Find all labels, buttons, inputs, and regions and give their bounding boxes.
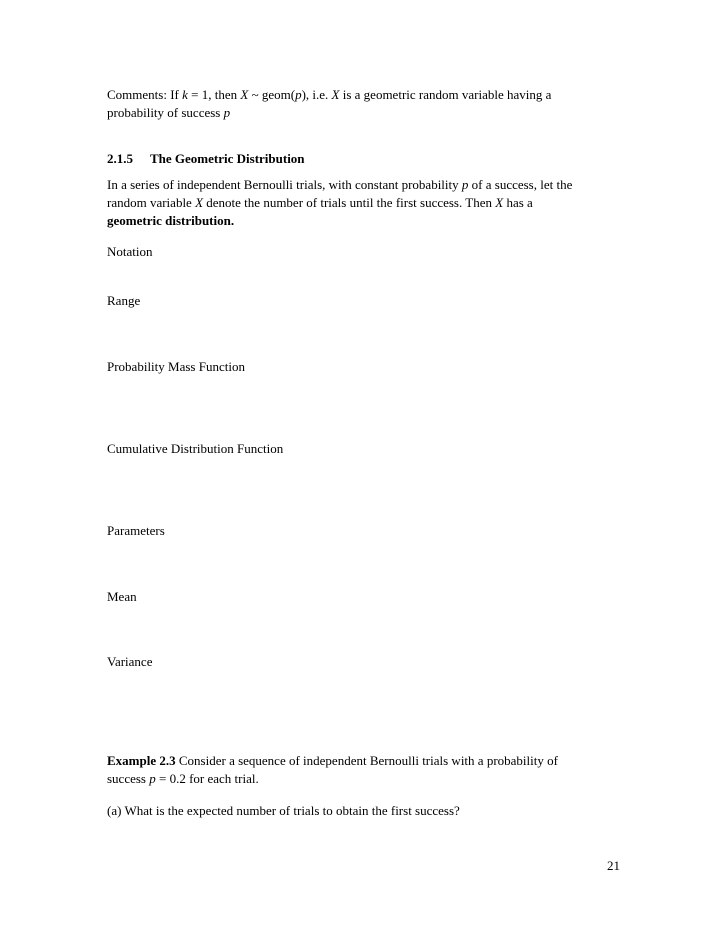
var-X: X [195,195,204,210]
example-paragraph [107,752,627,788]
var-X: X [331,87,340,102]
comments-text: is a geometric random variable having a [339,87,552,102]
variance-label: Variance [107,654,153,669]
var-p: p [295,87,302,102]
intro-bold-term: geometric distribution. [107,213,235,228]
comments-text: Comments: If [107,87,183,102]
intro-text: has a [503,195,533,210]
parameters-label: Parameters [107,523,165,538]
section-title: The Geometric Distribution [150,151,305,166]
section-heading [107,150,627,168]
intro-paragraph [107,176,627,230]
section-number: 2.1.5 [107,151,133,166]
notation-label: Notation [107,244,153,259]
comments-text: ~ geom( [248,87,296,102]
var-p: p [461,177,469,192]
var-p: p [149,771,156,786]
comments-text: probability of success [107,105,224,120]
example-text: = 0.2 for each trial. [155,771,259,786]
intro-text: random variable [107,195,196,210]
pmf-label: Probability Mass Function [107,359,245,374]
example-text: success [107,771,150,786]
var-k: k [182,87,188,102]
example-label: Example 2.3 [107,753,176,768]
comments-paragraph [107,86,627,122]
mean-label: Mean [107,589,137,604]
example-question-a: (a) What is the expected number of trials to obtain the first success? [107,803,460,818]
var-X: X [495,195,504,210]
comments-text: ), i.e. [301,87,332,102]
range-label: Range [107,293,141,308]
var-p: p [223,105,231,120]
example-text: Consider a sequence of independent Bernoulli trials with a probability of [175,753,558,768]
intro-text: In a series of independent Bernoulli trials, with constant probability [107,177,462,192]
intro-text: of a success, let the [468,177,573,192]
cdf-label: Cumulative Distribution Function [107,441,284,456]
page-number: 21 [607,858,620,873]
comments-text: = 1, then [187,87,241,102]
var-X: X [240,87,249,102]
intro-text: denote the number of trials until the first success. Then [203,195,496,210]
